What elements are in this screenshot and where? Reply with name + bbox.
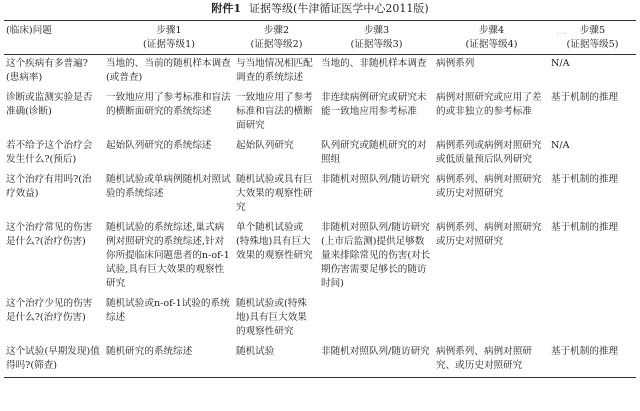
header-step-2: 步骤2 (证据等级2) [250, 25, 303, 50]
table-cell: 病例系列、病例对照研究或历史对照研究 [436, 174, 542, 199]
table-cell: 起始队列研究 [236, 140, 294, 151]
table-cell: 基于机制的推理 [551, 92, 619, 103]
table-cell: 病例系列、病例对照研究、或历史对照研究 [436, 346, 532, 371]
table-cell: N/A [551, 58, 570, 69]
table-cell: 基于机制的推理 [551, 346, 619, 357]
question-cell: 这个治疗有用吗?(治疗效益) [6, 174, 92, 199]
header-step-3: 步骤3 (证据等级3) [350, 25, 403, 50]
table-cell [434, 295, 549, 343]
header-question: (临床)问题 [6, 25, 52, 36]
table-cell: 病例系列 [436, 58, 475, 69]
question-cell: 这个疾病有多普遍?(患病率) [6, 58, 88, 83]
watermark: … [556, 24, 567, 37]
table-cell: 随机试验或单病例随机对照试验的系统综述 [106, 174, 231, 199]
table-cell: 病例对照研究或应用了差的或非独立的参考标准 [436, 92, 542, 117]
table-row [4, 219, 636, 295]
table-cell: 非随机对照队列/随访研究 [321, 346, 430, 357]
table-row [4, 343, 636, 378]
question-cell: 这个试验(早期发现)值得吗?(筛查) [6, 346, 100, 371]
table-cell: 病例系列或病例对照研究或低质量预后队列研究 [436, 140, 542, 165]
table-caption [0, 0, 640, 18]
question-cell: 若不给予这个治疗会发生什么?(预后) [6, 140, 93, 165]
table-cell: 单个随机试验或(特殊地)具有巨大效果的观察性研究 [236, 222, 313, 261]
table-cell: 非随机对照队列/随访研究 [321, 174, 430, 185]
table-cell: 基于机制的推理 [551, 222, 619, 233]
table-cell: 随机试验或(特殊地)具有巨大效果的观察性研究 [236, 298, 307, 337]
table-row [4, 89, 636, 137]
caption-label: 附件1 [211, 2, 242, 15]
table-cell: 基于机制的推理 [551, 174, 619, 185]
table-cell: 非随机对照队列/随访研究(上市后监测)提供足够数量来排除常见的伤害(对长期伤害需要足够长的随访时间) [321, 222, 431, 289]
table-cell: 随机试验 [236, 346, 275, 357]
table-cell: 随机研究的系统综述 [106, 346, 193, 357]
question-cell: 这个治疗少见的伤害是什么?(治疗伤害) [6, 298, 93, 323]
table-cell: 一致地应用了参考标准和盲法的横断面研究的系统综述 [106, 92, 231, 117]
table-row [4, 295, 636, 343]
question-cell: 诊断或监测实验是否准确(诊断) [6, 92, 93, 117]
table-row [4, 55, 636, 90]
header-row [4, 21, 636, 55]
table-cell: 一致地应用了参考标准和盲法的横断面研究 [236, 92, 313, 131]
table-cell: 随机试验或具有巨大效果的观察性研究 [236, 174, 313, 213]
caption-text: 证据等级(牛津循证医学中心2011版) [249, 2, 429, 15]
table-row [4, 171, 636, 219]
table-cell: 随机试验的系统综述,巢式病例对照研究的系统综述,针对你所提临床问题患者的n-of-1试验,具有巨大效果的观察性研究 [106, 222, 230, 289]
table-cell: 随机试验或n-of-1试验的系统综述 [106, 298, 230, 323]
table-cell: 与当地情况相匹配调查的系统综述 [236, 58, 313, 83]
table-cell: N/A [551, 140, 570, 151]
table-cell: 当地的、非随机样本调查 [321, 58, 427, 69]
evidence-level-table [4, 20, 636, 378]
table-cell: 非连续病例研究或研究未能一致地应用参考标准 [321, 92, 427, 117]
table-cell: 病例系列、病例对照研究或历史对照研究 [436, 222, 542, 247]
question-cell: 这个治疗常见的伤害是什么?(治疗伤害) [6, 222, 93, 247]
header-step-5: 步骤5 (证据等级5) [566, 25, 619, 50]
table-cell: 队列研究或随机研究的对照组 [321, 140, 427, 165]
header-step-1: 步骤1 (证据等级1) [143, 25, 195, 50]
table-cell [319, 295, 434, 343]
table-cell: 当地的、当前的随机样本调查(或普查) [106, 58, 231, 83]
header-step-4: 步骤4 (证据等级4) [465, 25, 518, 50]
table-row [4, 137, 636, 171]
table-cell: 起始队列研究的系统综述 [106, 140, 212, 151]
table-cell [549, 295, 636, 343]
